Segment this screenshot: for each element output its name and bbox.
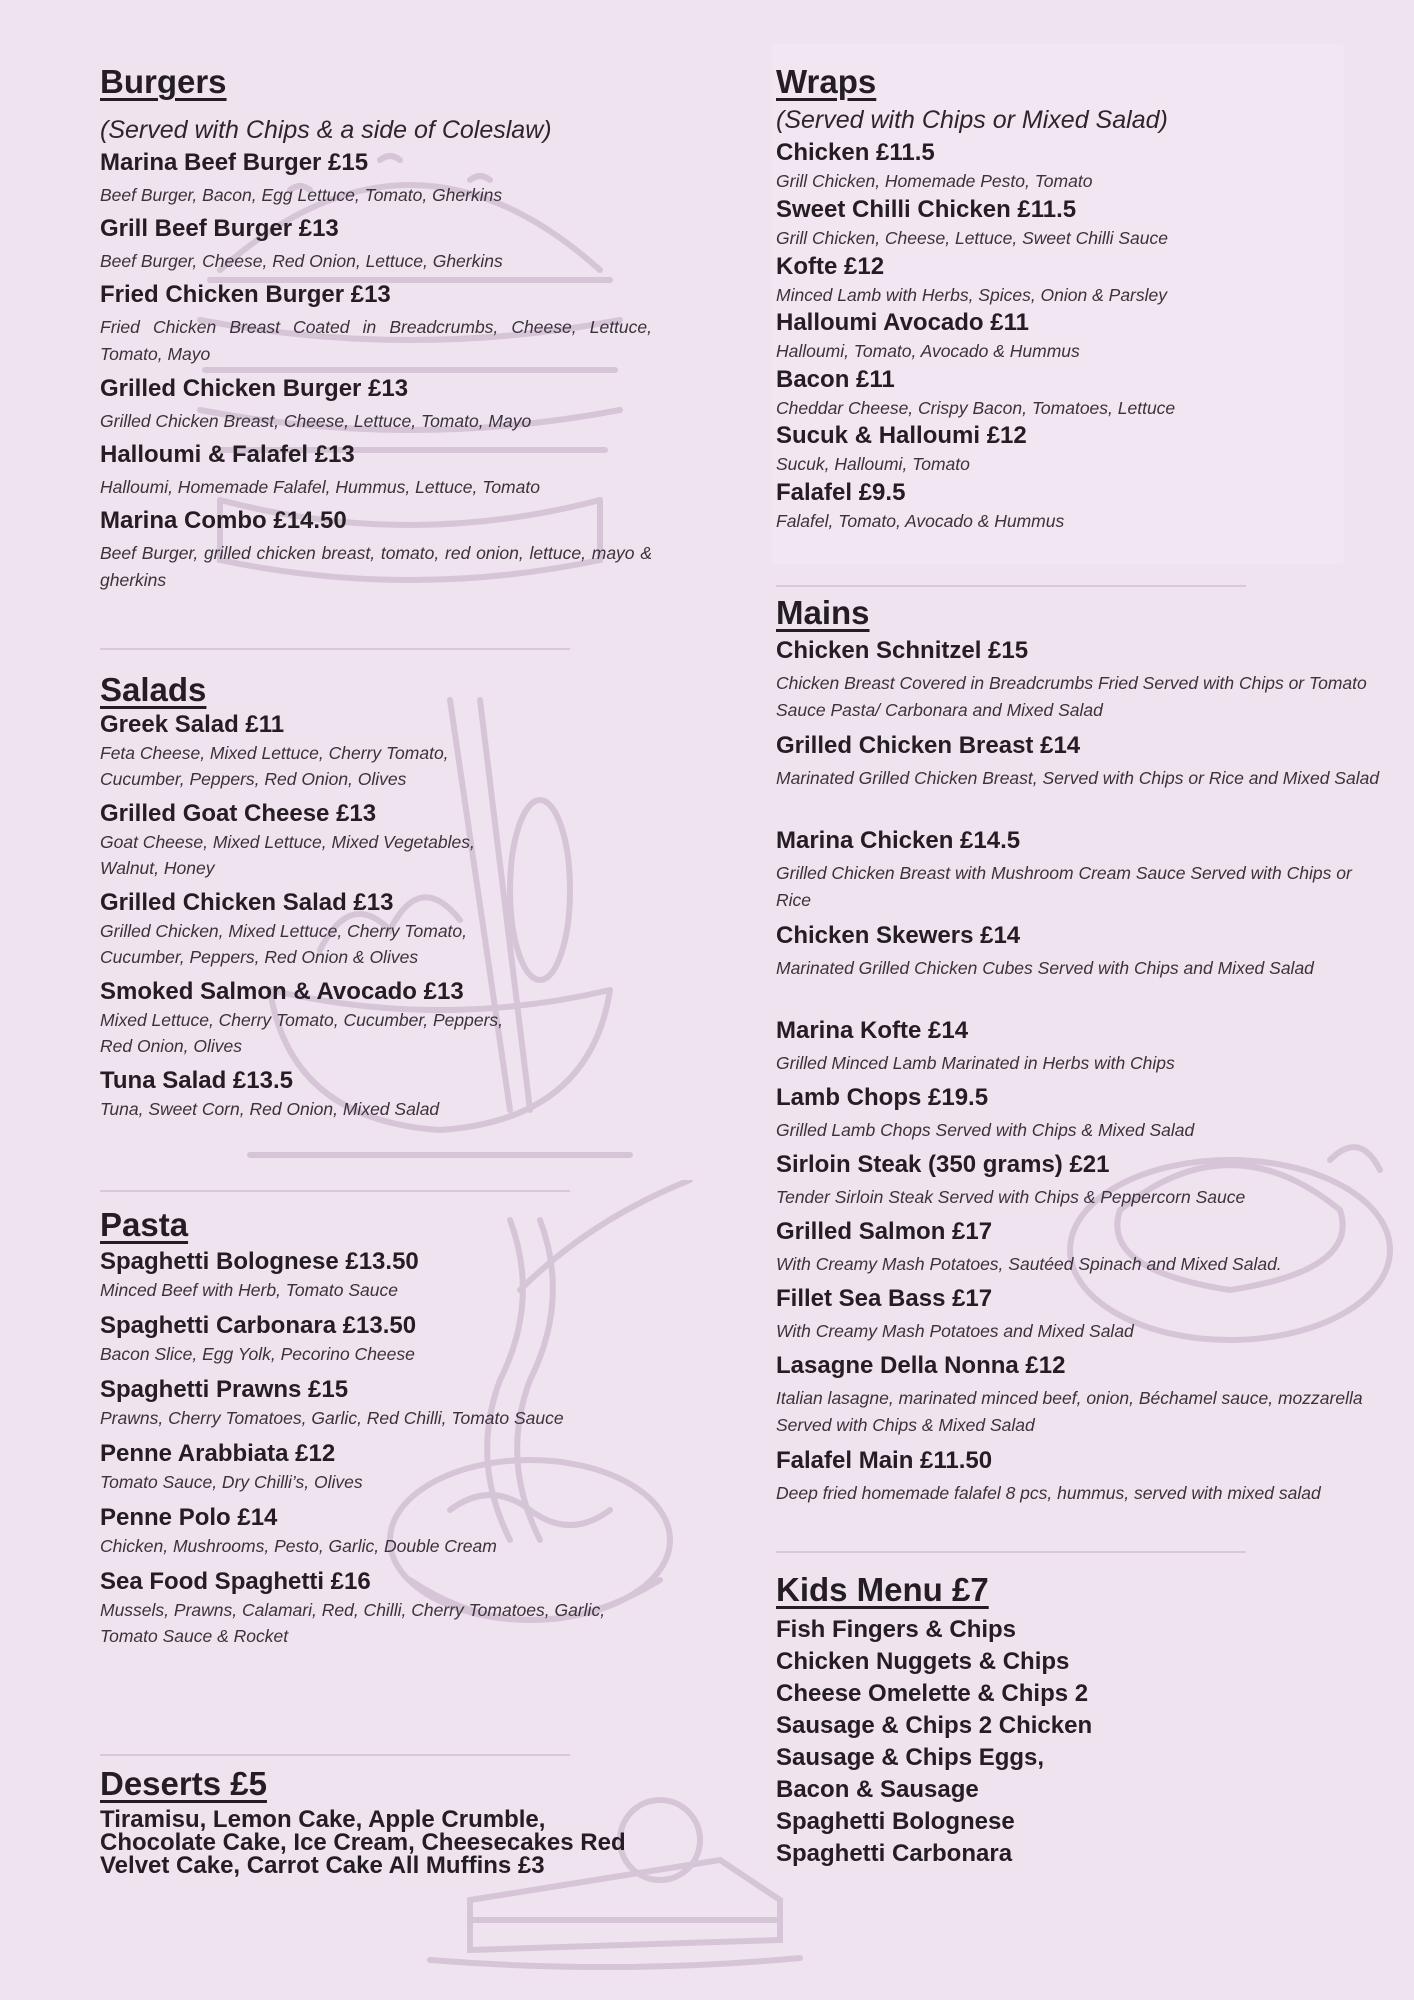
menu-item	[776, 1217, 1382, 1284]
kids-item: Sausage & Chips Eggs,	[776, 1744, 1045, 1771]
menu-item	[100, 506, 652, 600]
menu-item	[776, 636, 1382, 731]
wraps-note: (Served with Chips or Mixed Salad)	[776, 106, 1168, 134]
item-description: Beef Burger, grilled chicken breast, tomato, red onion, lettuce, mayo & gherkins	[100, 543, 652, 590]
item-description: Grilled Chicken, Mixed Lettuce, Cherry Tomato, Cucumber, Peppers, Red Onion & Olives	[100, 921, 468, 967]
item-description: Marinated Grilled Chicken Cubes Served with Chips and Mixed Salad	[776, 958, 1314, 978]
item-name: Grilled Salmon £17	[776, 1218, 993, 1245]
item-description: Minced Lamb with Herbs, Spices, Onion & Parsley	[776, 285, 1167, 305]
menu-item	[100, 977, 520, 1066]
item-description: Beef Burger, Cheese, Red Onion, Lettuce, Gherkins	[100, 251, 503, 271]
menu-item	[776, 1284, 1382, 1351]
item-name: Sirloin Steak (350 grams) £21	[776, 1151, 1110, 1178]
item-name: Spaghetti Carbonara £13.50	[100, 1312, 417, 1339]
section-divider	[100, 1754, 570, 1756]
kids-item: Cheese Omelette & Chips 2	[776, 1680, 1089, 1707]
item-name: Penne Arabbiata £12	[100, 1440, 336, 1467]
item-name: Bacon £11	[776, 366, 895, 393]
menu-item	[776, 421, 1382, 478]
item-name: Lasagne Della Nonna £12	[776, 1352, 1066, 1379]
item-name: Sucuk & Halloumi £12	[776, 422, 1027, 449]
item-description: Bacon Slice, Egg Yolk, Pecorino Cheese	[100, 1344, 415, 1364]
menu-item	[100, 148, 652, 214]
section-divider	[776, 585, 1246, 587]
section-divider	[100, 648, 570, 650]
kids-item: Fish Fingers & Chips	[776, 1616, 1017, 1643]
item-name: Tuna Salad £13.5	[100, 1067, 293, 1094]
item-name: Kofte £12	[776, 253, 885, 280]
item-description: Grilled Chicken Breast with Mushroom Cream Sauce Served with Chips or Rice	[776, 863, 1352, 910]
item-name: Marina Beef Burger £15	[100, 149, 369, 176]
item-description: Mussels, Prawns, Calamari, Red, Chilli, Cherry Tomatoes, Garlic, Tomato Sauce & Rocket	[100, 1600, 606, 1646]
item-description: Halloumi, Homemade Falafel, Hummus, Lettuce, Tomato	[100, 477, 540, 497]
item-description: Marinated Grilled Chicken Breast, Served with Chips or Rice and Mixed Salad	[776, 768, 1380, 788]
item-description: Cheddar Cheese, Crispy Bacon, Tomatoes, Lettuce	[776, 398, 1176, 418]
menu-item	[776, 478, 1382, 535]
item-name: Chicken £11.5	[776, 139, 935, 166]
item-description: Grilled Lamb Chops Served with Chips & Mixed Salad	[776, 1120, 1195, 1140]
kids-item: Bacon & Sausage	[776, 1776, 979, 1803]
menu-item	[776, 1351, 1382, 1446]
item-description: Falafel, Tomato, Avocado & Hummus	[776, 511, 1065, 531]
item-description: Chicken Breast Covered in Breadcrumbs Fried Served with Chips or Tomato Sauce Pasta/ Carbonara and Mixed Salad	[776, 673, 1367, 720]
item-description: Tender Sirloin Steak Served with Chips & Peppercorn Sauce	[776, 1187, 1246, 1207]
menu-item	[100, 710, 520, 799]
menu-item	[776, 252, 1382, 308]
kids-item: Sausage & Chips 2 Chicken	[776, 1712, 1093, 1739]
item-name: Falafel £9.5	[776, 479, 906, 506]
item-description: Deep fried homemade falafel 8 pcs, hummus, served with mixed salad	[776, 1483, 1321, 1503]
item-name: Halloumi & Falafel £13	[100, 441, 355, 468]
mains-title: Mains	[776, 594, 870, 631]
item-name: Marina Chicken £14.5	[776, 827, 1021, 854]
kids-section	[776, 1570, 1382, 1870]
menu-item	[776, 1016, 1382, 1083]
menu-item	[776, 308, 1382, 365]
section-divider	[776, 1551, 1246, 1553]
burgers-title: Burgers	[100, 63, 227, 100]
menu-item	[100, 214, 652, 280]
menu-item	[776, 1083, 1382, 1150]
item-name: Sweet Chilli Chicken £11.5	[776, 196, 1077, 223]
item-name: Fillet Sea Bass £17	[776, 1285, 993, 1312]
kids-item: Chicken Nuggets & Chips	[776, 1648, 1070, 1675]
menu-item	[100, 888, 520, 977]
wraps-section	[776, 62, 1382, 535]
menu-item	[776, 138, 1382, 195]
kids-title: Kids Menu £7	[776, 1571, 989, 1608]
item-name: Spaghetti Bolognese £13.50	[100, 1248, 419, 1275]
menu-item	[776, 195, 1382, 252]
item-description: Minced Beef with Herb, Tomato Sauce	[100, 1280, 398, 1300]
item-name: Chicken Schnitzel £15	[776, 637, 1029, 664]
item-name: Spaghetti Prawns £15	[100, 1376, 349, 1403]
menu-item	[776, 1150, 1382, 1217]
item-name: Grilled Chicken Salad £13	[100, 889, 394, 916]
item-name: Smoked Salmon & Avocado £13	[100, 978, 464, 1005]
menu-item	[100, 1375, 652, 1439]
menu-item	[776, 1446, 1382, 1536]
item-name: Sea Food Spaghetti £16	[100, 1568, 371, 1595]
pasta-title: Pasta	[100, 1206, 189, 1243]
menu-item	[100, 799, 520, 888]
deserts-list: Tiramisu, Lemon Cake, Apple Crumble, Chocolate Cake, Ice Cream, Cheesecakes Red Velvet Cake, Carrot Cake All Muffins £3	[100, 1806, 626, 1879]
menu-item	[100, 1439, 652, 1503]
menu-item	[100, 280, 652, 374]
item-description: Beef Burger, Bacon, Egg Lettuce, Tomato, Gherkins	[100, 185, 503, 205]
salads-title: Salads	[100, 671, 207, 708]
item-description: Prawns, Cherry Tomatoes, Garlic, Red Chilli, Tomato Sauce	[100, 1408, 564, 1428]
item-name: Chicken Skewers £14	[776, 922, 1021, 949]
item-name: Grill Beef Burger £13	[100, 215, 339, 242]
item-name: Halloumi Avocado £11	[776, 309, 1029, 336]
item-description: Chicken, Mushrooms, Pesto, Garlic, Double Cream	[100, 1536, 497, 1556]
menu-item	[100, 374, 652, 440]
item-description: Goat Cheese, Mixed Lettuce, Mixed Vegetables, Walnut, Honey	[100, 832, 475, 878]
wraps-title: Wraps	[776, 63, 877, 100]
item-name: Greek Salad £11	[100, 711, 285, 738]
burgers-note: (Served with Chips & a side of Coleslaw)	[100, 116, 552, 144]
item-description: Sucuk, Halloumi, Tomato	[776, 454, 970, 474]
item-description: Grill Chicken, Cheese, Lettuce, Sweet Chilli Sauce	[776, 228, 1168, 248]
section-divider	[100, 1190, 570, 1192]
item-name: Lamb Chops £19.5	[776, 1084, 989, 1111]
item-description: Tomato Sauce, Dry Chilli’s, Olives	[100, 1472, 363, 1492]
item-description: Grilled Chicken Breast, Cheese, Lettuce, Tomato, Mayo	[100, 411, 532, 431]
menu-item	[100, 1503, 652, 1567]
item-description: With Creamy Mash Potatoes and Mixed Salad	[776, 1321, 1134, 1341]
item-name: Marina Kofte £14	[776, 1017, 969, 1044]
menu-item	[776, 826, 1382, 921]
mains-section	[776, 593, 1382, 1536]
menu-item	[776, 731, 1382, 826]
item-description: Halloumi, Tomato, Avocado & Hummus	[776, 341, 1080, 361]
menu-item	[100, 1247, 652, 1311]
item-name: Fried Chicken Burger £13	[100, 281, 391, 308]
menu-item	[100, 1066, 520, 1126]
kids-item: Spaghetti Carbonara	[776, 1840, 1013, 1867]
salads-section	[100, 670, 652, 1126]
deserts-title: Deserts £5	[100, 1765, 267, 1802]
item-name: Grilled Chicken Breast £14	[776, 732, 1081, 759]
item-name: Grilled Goat Cheese £13	[100, 800, 377, 827]
menu-item	[776, 365, 1382, 421]
menu-item	[100, 1567, 640, 1649]
menu-item	[100, 440, 652, 506]
item-description: With Creamy Mash Potatoes, Sautéed Spinach and Mixed Salad.	[776, 1254, 1282, 1274]
menu-item	[100, 1311, 652, 1375]
item-name: Falafel Main £11.50	[776, 1447, 993, 1474]
menu-item	[776, 921, 1382, 1016]
item-name: Marina Combo £14.50	[100, 507, 347, 534]
item-description: Tuna, Sweet Corn, Red Onion, Mixed Salad	[100, 1099, 440, 1119]
item-description: Feta Cheese, Mixed Lettuce, Cherry Tomato, Cucumber, Peppers, Red Onion, Olives	[100, 743, 449, 789]
kids-item: Spaghetti Bolognese	[776, 1808, 1015, 1835]
item-description: Grilled Minced Lamb Marinated in Herbs with Chips	[776, 1053, 1175, 1073]
item-description: Mixed Lettuce, Cherry Tomato, Cucumber, Peppers, Red Onion, Olives	[100, 1010, 504, 1056]
burgers-section	[100, 62, 652, 600]
item-name: Penne Polo £14	[100, 1504, 278, 1531]
pasta-section	[100, 1205, 652, 1649]
item-description: Grill Chicken, Homemade Pesto, Tomato	[776, 171, 1093, 191]
item-name: Grilled Chicken Burger £13	[100, 375, 409, 402]
deserts-section	[100, 1764, 652, 1877]
item-description: Fried Chicken Breast Coated in Breadcrumbs, Cheese, Lettuce, Tomato, Mayo	[100, 317, 652, 364]
item-description: Italian lasagne, marinated minced beef, onion, Béchamel sauce, mozzarella Served with Chips & Mixed Salad	[776, 1388, 1363, 1435]
